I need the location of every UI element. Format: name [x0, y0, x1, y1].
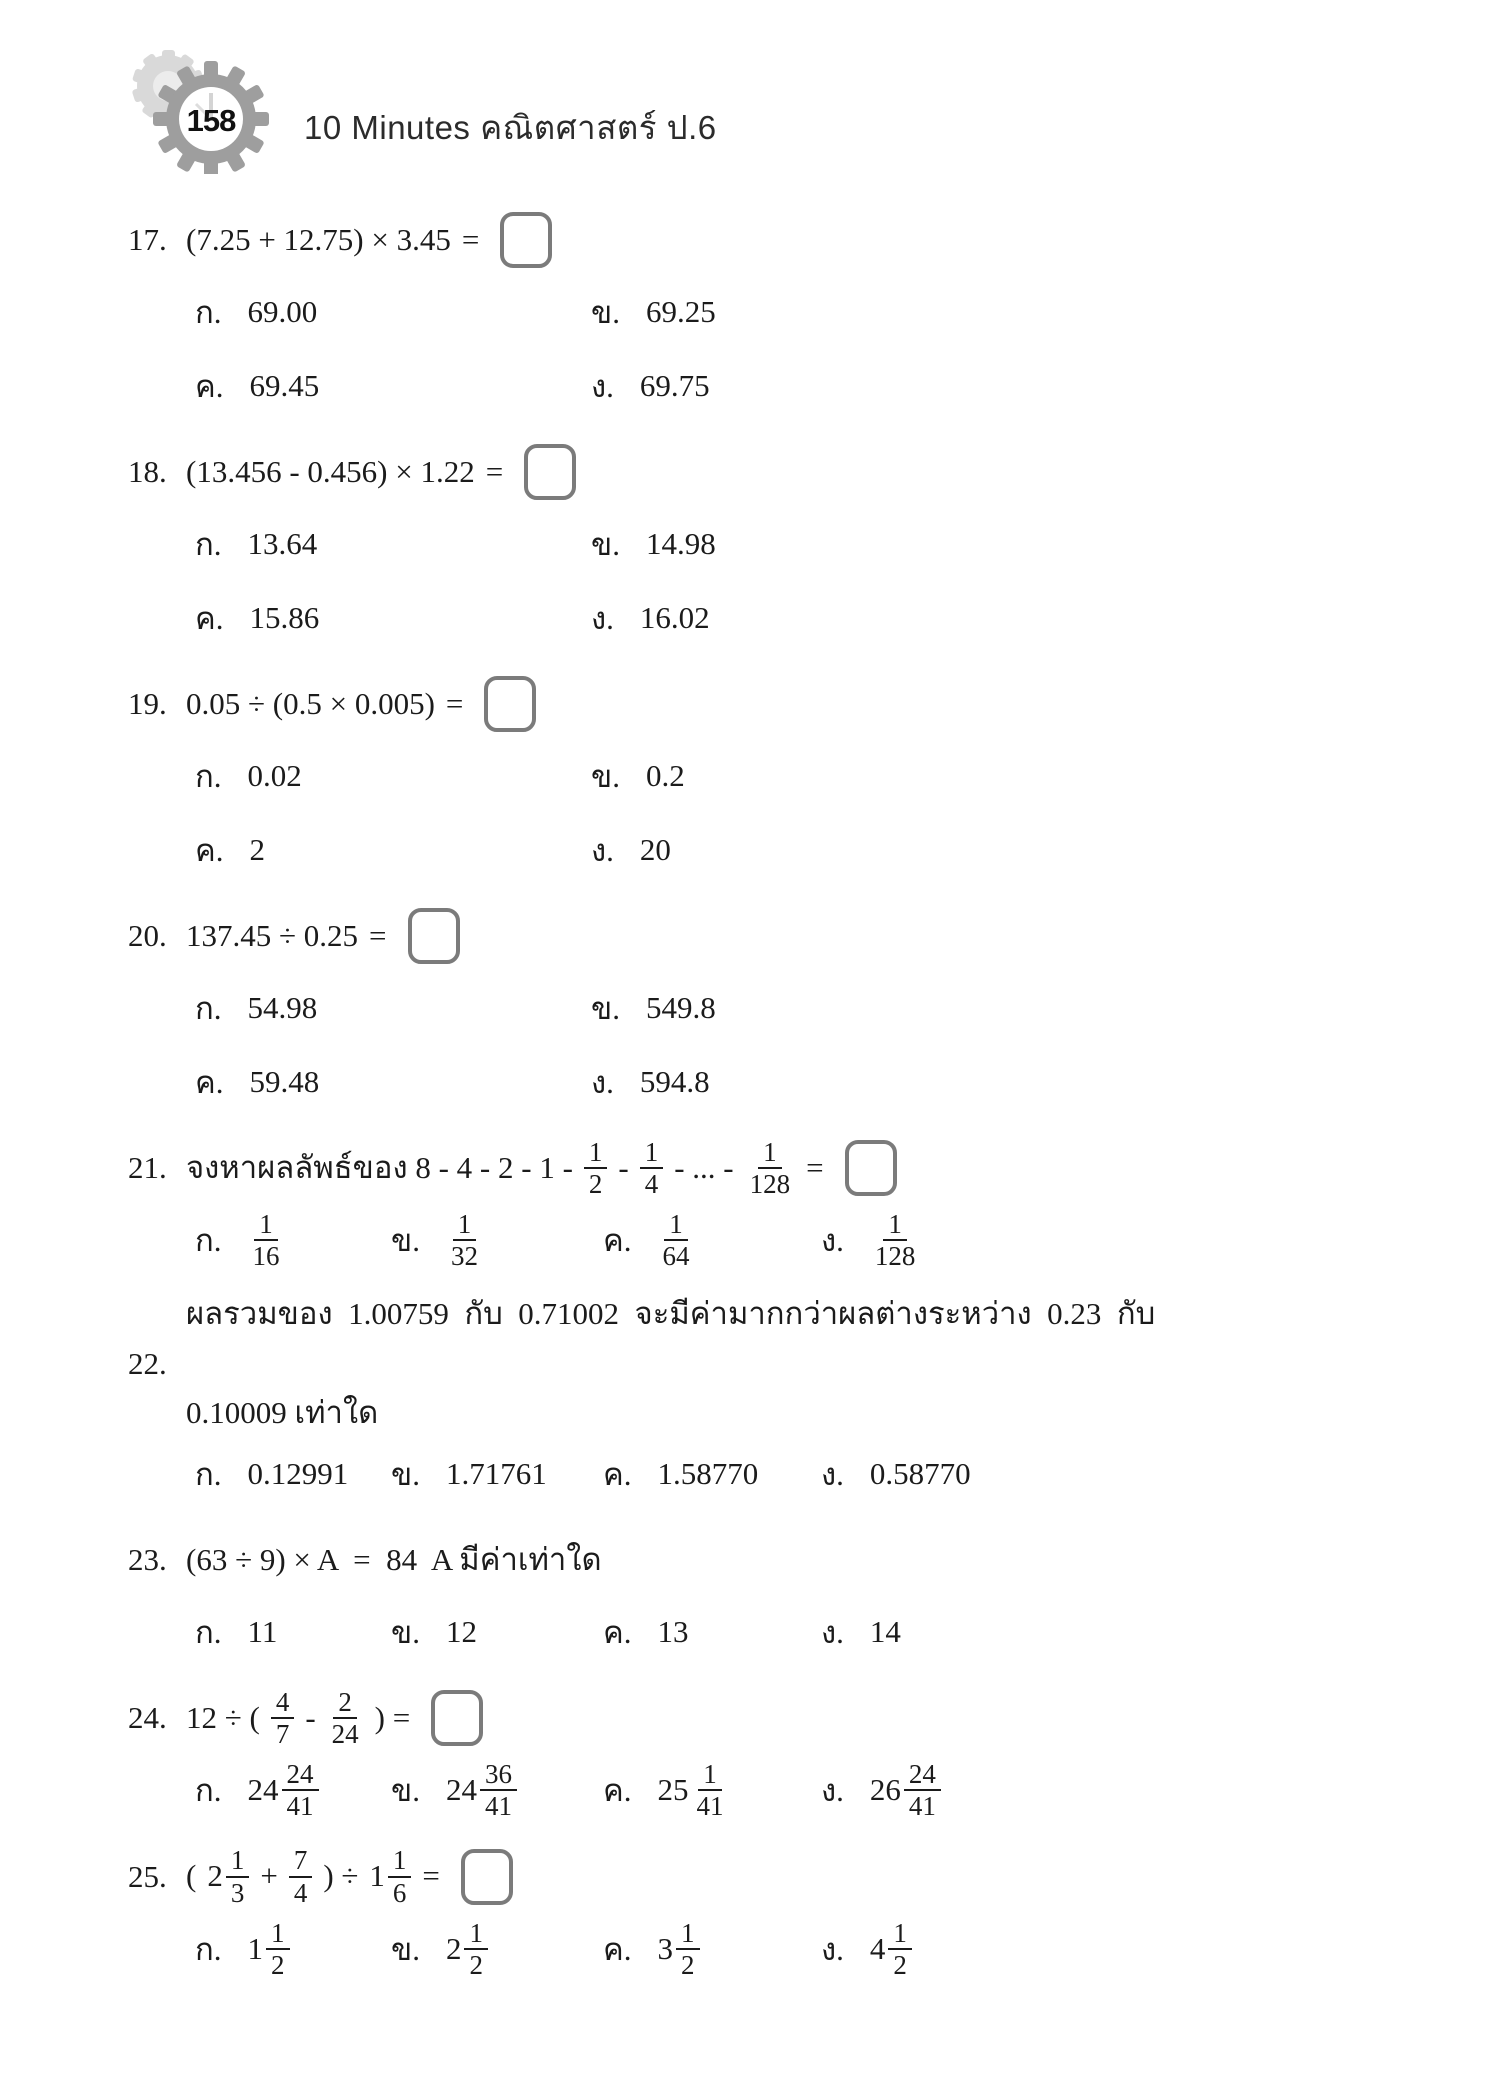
fraction-denominator: 41 — [908, 1791, 936, 1822]
page-number-badge: 158 — [186, 103, 236, 138]
stem-text: 12 ÷ ( — [186, 1699, 260, 1735]
option — [195, 1045, 591, 1119]
option-value — [640, 1064, 710, 1100]
question-stem-row — [128, 441, 1416, 503]
option — [391, 1595, 603, 1669]
option-label: ง. — [821, 1773, 844, 1809]
mixed-number — [870, 1759, 941, 1821]
option-value — [446, 1456, 547, 1492]
question — [128, 209, 1416, 423]
question-stem-row — [128, 1845, 1416, 1907]
option — [391, 1437, 603, 1511]
gear-icon — [96, 46, 292, 179]
fraction-numerator: 1 — [758, 1137, 782, 1169]
fraction-numerator: 7 — [289, 1845, 313, 1877]
options-grid — [195, 1437, 1416, 1511]
fraction-numerator: 2 — [333, 1687, 357, 1719]
question-stem — [186, 1137, 1416, 1199]
stem-text: = — [445, 685, 464, 721]
fraction — [480, 1759, 517, 1821]
option-label: ก. — [195, 759, 222, 794]
option-label: ข. — [591, 527, 620, 562]
fraction-denominator: 41 — [484, 1791, 512, 1822]
option — [591, 739, 1416, 813]
fraction-numerator: 24 — [904, 1759, 941, 1791]
fraction — [658, 1209, 695, 1271]
option — [591, 1045, 1416, 1119]
stem-text: = — [806, 1149, 824, 1185]
fraction-numerator: 1 — [388, 1845, 412, 1877]
option — [821, 1203, 1416, 1277]
option-value — [446, 1918, 488, 1980]
stem-text: 0.05 ÷ (0.5 × 0.005) — [186, 685, 435, 721]
question-number: 21. — [128, 1150, 167, 1186]
answer-box — [500, 212, 552, 268]
option-value — [446, 1209, 483, 1271]
fraction-denominator: 4 — [293, 1877, 308, 1908]
fraction-numerator: 1 — [640, 1137, 664, 1169]
stem-text: 2 — [249, 832, 265, 867]
question-stem — [186, 1687, 1416, 1749]
stem-text: 137.45 ÷ 0.25 — [186, 917, 359, 953]
option — [591, 581, 1416, 655]
option — [195, 1203, 391, 1277]
answer-box — [845, 1140, 897, 1196]
option-value — [658, 1918, 700, 1980]
option-value — [870, 1918, 912, 1980]
mixed-number — [870, 1918, 912, 1980]
fraction-numerator: 1 — [254, 1209, 278, 1241]
option-label: ข. — [391, 1614, 420, 1650]
question — [128, 1845, 1416, 1985]
option-label: ง. — [591, 601, 614, 636]
option-label: ง. — [591, 833, 614, 868]
stem-text: 69.25 — [645, 294, 716, 329]
question — [128, 1295, 1416, 1511]
option-value — [658, 1456, 759, 1492]
question-stem-row — [128, 1295, 1416, 1433]
option-value — [658, 1759, 729, 1821]
question-stem-row — [128, 1529, 1416, 1591]
fraction — [327, 1687, 364, 1749]
mixed-number — [248, 1759, 319, 1821]
option-label: ก. — [195, 991, 222, 1026]
fraction-denominator: 2 — [588, 1169, 603, 1200]
stem-text: 54.98 — [247, 990, 318, 1025]
stem-text: ผลรวมของ 1.00759 กับ 0.71002 จะมีค่ามากกว่าผลต่างระหว่าง 0.23 กับ — [186, 1296, 1156, 1332]
question-stem — [186, 1541, 1416, 1580]
option-value — [250, 1064, 320, 1100]
fraction-numerator: 1 — [226, 1845, 250, 1877]
question — [128, 1137, 1416, 1277]
question — [128, 1687, 1416, 1827]
fraction — [388, 1845, 412, 1907]
option-value — [250, 368, 320, 404]
question-stem-row — [128, 673, 1416, 735]
option-value — [248, 1759, 319, 1821]
option-value — [250, 600, 320, 636]
option — [391, 1912, 603, 1986]
mixed-number — [207, 1845, 249, 1907]
stem-text: 0.02 — [247, 758, 302, 793]
option — [821, 1437, 1416, 1511]
stem-text: 69.45 — [249, 368, 320, 403]
question — [128, 905, 1416, 1119]
option-value — [646, 526, 716, 562]
fraction — [266, 1918, 290, 1980]
option — [195, 581, 591, 655]
option — [591, 813, 1416, 887]
stem-text: - — [305, 1699, 316, 1735]
question-stem-row — [128, 1137, 1416, 1199]
fraction-denominator: 24 — [331, 1719, 359, 1750]
option-label: ข. — [391, 1773, 420, 1809]
option — [591, 507, 1416, 581]
option-value — [646, 294, 716, 330]
whole-number: 26 — [869, 1772, 901, 1808]
fraction-numerator: 36 — [480, 1759, 517, 1791]
option-label: ง. — [821, 1223, 844, 1259]
page-header — [96, 46, 1416, 179]
stem-text: 0.58770 — [869, 1455, 971, 1491]
options-grid — [195, 1595, 1416, 1669]
option-label: ค. — [195, 601, 224, 636]
option-label: ง. — [591, 1065, 614, 1100]
stem-text: ) ÷ — [323, 1858, 359, 1894]
fraction-denominator: 3 — [230, 1877, 245, 1908]
question — [128, 1529, 1416, 1669]
option-label: ก. — [195, 1456, 222, 1492]
fraction-denominator: 41 — [286, 1791, 314, 1822]
option — [821, 1595, 1416, 1669]
option-label: ค. — [603, 1223, 632, 1259]
fraction — [870, 1209, 921, 1271]
option-value — [870, 1456, 971, 1492]
stem-text: 15.86 — [249, 600, 320, 635]
option — [603, 1912, 821, 1986]
stem-text: 59.48 — [249, 1064, 320, 1099]
option-value — [446, 1759, 517, 1821]
option-label: ก. — [195, 1773, 222, 1809]
option-label: ค. — [603, 1456, 632, 1492]
options-grid — [195, 1203, 1416, 1277]
page-title: 10 Minutes คณิตศาสตร์ ป.6 — [304, 109, 717, 146]
stem-text: 69.00 — [247, 294, 318, 329]
option-label: ง. — [821, 1931, 844, 1967]
option-label: ก. — [195, 1931, 222, 1967]
stem-text: 549.8 — [645, 990, 716, 1025]
stem-text: 13 — [657, 1613, 689, 1649]
stem-text: ) = — [374, 1699, 411, 1735]
fraction-denominator: 4 — [644, 1169, 659, 1200]
stem-text: + — [260, 1858, 278, 1894]
mixed-number — [658, 1759, 729, 1821]
whole-number: 2 — [207, 1858, 223, 1894]
stem-text: (13.456 - 0.456) × 1.22 — [186, 453, 475, 489]
fraction — [745, 1137, 796, 1199]
fraction — [464, 1918, 488, 1980]
whole-number: 3 — [657, 1930, 673, 1966]
option-label: ง. — [591, 369, 614, 404]
question-number: 22. — [128, 1346, 167, 1382]
option-label: ค. — [603, 1614, 632, 1650]
fraction-numerator: 1 — [453, 1209, 477, 1241]
stem-text: ( — [186, 1858, 197, 1894]
fraction-denominator: 6 — [392, 1877, 407, 1908]
answer-box — [408, 908, 460, 964]
whole-number: 24 — [247, 1772, 279, 1808]
stem-text: = — [369, 917, 387, 953]
answer-box — [524, 444, 576, 500]
stem-text: 14 — [869, 1613, 901, 1649]
stem-text: 14.98 — [645, 526, 716, 561]
fraction — [446, 1209, 483, 1271]
option — [195, 507, 591, 581]
option-label: ก. — [195, 1223, 222, 1259]
answer-box — [461, 1849, 513, 1905]
option-value — [646, 758, 685, 794]
whole-number: 4 — [869, 1930, 886, 1966]
fraction-numerator: 1 — [266, 1918, 290, 1950]
fraction — [640, 1137, 664, 1199]
question — [128, 441, 1416, 655]
question — [128, 673, 1416, 887]
option-label: ข. — [391, 1456, 420, 1492]
question-stem — [186, 444, 1416, 500]
option-label: ง. — [821, 1456, 844, 1492]
stem-text: 12 — [445, 1613, 477, 1649]
mixed-number — [248, 1918, 290, 1980]
option — [591, 349, 1416, 423]
question-stem — [186, 676, 1416, 732]
gear-clock-icon — [96, 46, 292, 174]
option — [195, 275, 591, 349]
stem-text: 0.2 — [645, 758, 685, 793]
fraction-numerator: 1 — [664, 1209, 688, 1241]
stem-text: 0.12991 — [247, 1455, 349, 1491]
fraction — [289, 1845, 313, 1907]
option — [821, 1912, 1416, 1986]
option-label: ก. — [195, 527, 222, 562]
option — [195, 1595, 391, 1669]
question-stem — [186, 212, 1416, 268]
fraction-numerator: 4 — [271, 1687, 295, 1719]
mixed-number — [446, 1918, 488, 1980]
whole-number: 1 — [247, 1930, 264, 1966]
stem-text: (63 ÷ 9) × A = 84 A มีค่าเท่าใด — [186, 1541, 602, 1577]
stem-text: - ... - — [674, 1149, 734, 1185]
question-number: 17. — [128, 222, 167, 257]
option-value — [248, 294, 318, 330]
options-grid — [195, 1912, 1416, 1986]
option-label: ค. — [603, 1931, 632, 1967]
mixed-number — [658, 1918, 700, 1980]
question-list — [128, 209, 1416, 1986]
mixed-number — [446, 1759, 517, 1821]
option — [821, 1753, 1416, 1827]
question-number: 25. — [128, 1858, 167, 1894]
fraction — [904, 1759, 941, 1821]
fraction-numerator: 24 — [282, 1759, 319, 1791]
fraction-numerator: 1 — [464, 1918, 488, 1950]
option-label: ข. — [391, 1223, 420, 1259]
option-value — [870, 1209, 921, 1271]
fraction — [676, 1918, 700, 1980]
question-stem — [186, 1845, 1416, 1907]
option-value — [250, 832, 266, 868]
option-value — [446, 1614, 477, 1650]
stem-text: 16.02 — [639, 600, 710, 635]
option — [195, 1912, 391, 1986]
option-value — [640, 368, 710, 404]
option — [391, 1753, 603, 1827]
fraction-numerator: 1 — [698, 1759, 722, 1791]
fraction — [271, 1687, 295, 1749]
stem-text: 20 — [639, 832, 671, 867]
option-label: ก. — [195, 295, 222, 330]
option-label: ข. — [591, 295, 620, 330]
option-label: ง. — [821, 1614, 844, 1650]
whole-number: 1 — [369, 1858, 385, 1894]
stem-text: 69.75 — [639, 368, 710, 403]
stem-text: = — [485, 453, 504, 489]
whole-number: 25 — [657, 1772, 689, 1808]
option-label: ค. — [195, 1065, 224, 1100]
options-grid — [195, 507, 1416, 655]
option-value — [640, 832, 671, 868]
option — [603, 1203, 821, 1277]
stem-text: 0.10009 เท่าใด — [186, 1395, 379, 1431]
question-number: 18. — [128, 454, 167, 489]
options-grid — [195, 971, 1416, 1119]
option-value — [248, 1209, 285, 1271]
question-number: 23. — [128, 1541, 167, 1577]
option — [195, 971, 591, 1045]
options-grid — [195, 275, 1416, 423]
fraction-numerator: 1 — [676, 1918, 700, 1950]
fraction — [226, 1845, 250, 1907]
option-label: ข. — [591, 759, 620, 794]
option-value — [248, 1456, 349, 1492]
question-stem-row — [128, 1687, 1416, 1749]
option-value — [646, 990, 716, 1026]
question-stem-row — [128, 209, 1416, 271]
stem-text: 594.8 — [639, 1064, 710, 1099]
option-value — [248, 1614, 278, 1650]
option-value — [248, 526, 318, 562]
option — [195, 813, 591, 887]
fraction-denominator: 2 — [681, 1949, 695, 1980]
mixed-number — [369, 1845, 411, 1907]
answer-box — [431, 1690, 483, 1746]
question-number: 19. — [128, 686, 167, 721]
option — [591, 971, 1416, 1045]
option — [195, 739, 591, 813]
options-grid — [195, 1753, 1416, 1827]
fraction — [248, 1209, 285, 1271]
fraction-denominator: 32 — [450, 1241, 478, 1272]
fraction — [888, 1918, 912, 1980]
fraction-denominator: 128 — [874, 1241, 916, 1272]
answer-box — [484, 676, 536, 732]
option — [603, 1753, 821, 1827]
option-label: ข. — [391, 1931, 420, 1967]
stem-text: จงหาผลลัพธ์ของ 8 - 4 - 2 - 1 - — [186, 1149, 573, 1185]
fraction-denominator: 2 — [893, 1949, 907, 1980]
question-stem-row — [128, 905, 1416, 967]
option — [391, 1203, 603, 1277]
fraction-denominator: 16 — [252, 1241, 280, 1272]
question-number: 20. — [128, 918, 167, 953]
fraction — [282, 1759, 319, 1821]
fraction — [692, 1759, 729, 1821]
option-label: ค. — [195, 369, 224, 404]
question-stem — [186, 908, 1416, 964]
fraction-denominator: 128 — [749, 1169, 791, 1200]
stem-text: 1.71761 — [445, 1455, 547, 1491]
stem-text: (7.25 + 12.75) × 3.45 — [186, 221, 451, 257]
options-grid — [195, 739, 1416, 887]
option-value — [640, 600, 710, 636]
fraction-denominator: 64 — [662, 1241, 690, 1272]
option-label: ค. — [603, 1773, 632, 1809]
option-value — [658, 1614, 689, 1650]
fraction-denominator: 41 — [696, 1791, 724, 1822]
fraction — [584, 1137, 608, 1199]
option — [195, 1437, 391, 1511]
option-value — [248, 1918, 290, 1980]
fraction-numerator: 1 — [584, 1137, 608, 1169]
stem-text: 13.64 — [247, 526, 318, 561]
option — [603, 1595, 821, 1669]
whole-number: 24 — [445, 1772, 477, 1808]
option-label: ก. — [195, 1614, 222, 1650]
option — [603, 1437, 821, 1511]
stem-text: 11 — [247, 1613, 278, 1649]
option — [195, 1753, 391, 1827]
option-value — [658, 1209, 695, 1271]
option-value — [870, 1759, 941, 1821]
option — [195, 349, 591, 423]
option-value — [870, 1614, 901, 1650]
fraction-denominator: 2 — [469, 1949, 483, 1980]
fraction-numerator: 1 — [888, 1918, 912, 1950]
option-value — [248, 990, 318, 1026]
fraction-denominator: 7 — [275, 1719, 290, 1750]
option-label: ข. — [591, 991, 620, 1026]
fraction-numerator: 1 — [883, 1209, 907, 1241]
question-number: 24. — [128, 1700, 167, 1736]
question-stem — [186, 1295, 1416, 1433]
option-value — [248, 758, 302, 794]
option — [591, 275, 1416, 349]
stem-text: = — [461, 221, 480, 257]
whole-number: 2 — [445, 1930, 462, 1966]
stem-text: = — [422, 1858, 440, 1894]
fraction-denominator: 2 — [271, 1949, 285, 1980]
stem-text: - — [618, 1149, 629, 1185]
stem-text: 1.58770 — [657, 1455, 759, 1491]
option-label: ค. — [195, 833, 224, 868]
